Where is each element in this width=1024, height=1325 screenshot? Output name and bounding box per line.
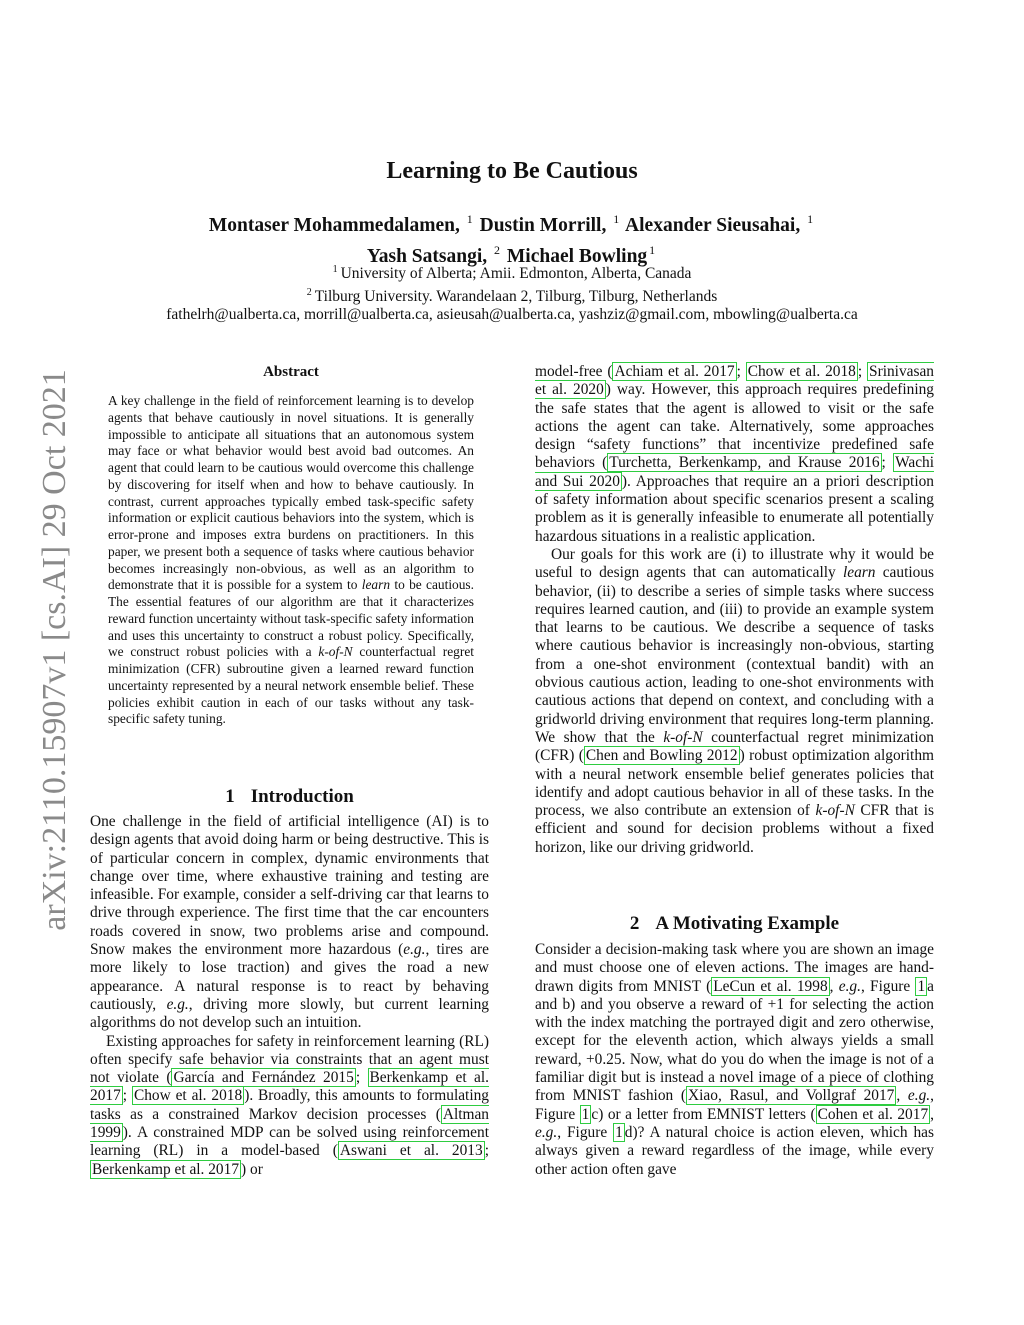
citation-link[interactable]: Chen and Bowling 2012 <box>585 747 738 765</box>
citation-link[interactable]: Cohen et al. 2017 <box>817 1105 929 1123</box>
author: Alexander Sieusahai, <box>625 215 801 236</box>
citation-link[interactable]: Turchetta, Berkenkamp, and Krause 2016 <box>609 454 880 472</box>
paragraph: Our goals for this work are (i) to illustrate why it would be useful to design agents that can automatically learn cautious behavior, (ii) to describe a series of simple tasks where success requires learned caution, and (iii) to provide an example system that learns to be cautious. We describe a sequence of tasks where cautious behavior is increasingly non-obvious, starting from a one-shot environment (contextual bandit) with an obvious cautious action, leading to one-shot environments with cautious actions that depend on context, and concluding with a gridworld driving environment that requires long-term planning. We show that the k-of-N counterfactual regret minimization (CFR) ( Chen and Bowling 2012 ) robust optimization algorithm with a neural network ensemble belief generates policies that identify and adopt cautious behavior in all of these tasks. In the process, we also contribute an extension of k-of-N CFR that is efficient and sound for decision problems without a fixed horizon, like our driving gridworld. <box>535 545 935 856</box>
affiliation-mark: 1 <box>807 212 814 226</box>
section-heading-motivating-example: 2 A Motivating Example <box>629 913 840 934</box>
abstract-text: A key challenge in the field of reinforcement learning is to develop agents that behave cautiously in novel situations. It is generally impossible to anticipate all situations that an autonomous system may face or what behavior would best avoid bad outcomes. An agent that could learn to be cautious would overcome this challenge by discovering for itself when and how to behave cautiously. In contrast, current approaches typically embed task-specific safety information or explicit cautious behaviors into the system, which is error-prone and imposes extra burdens on practitioners. In this paper, we present both a sequence of tasks where cautious behavior becomes increasingly non-obvious, as well as an algorithm to demonstrate that it is possible for a system to learn to be cautious. The essential features of our algorithm are that it characterizes reward function uncertainty without task-specific safety information and uses this uncertainty to construct a robust policy. Specifically, we construct robust policies with a k-of-N counterfactual regret minimization (CFR) subroutine given a learned reward function uncertainty represented by a neural network ensemble belief. These policies exhibit caution in each of our tasks without any task-specific safety tuning. <box>108 393 474 727</box>
author: Michael Bowling <box>506 246 648 267</box>
citation-link[interactable]: Berkenkamp et al. 2017 <box>90 1069 490 1105</box>
figure-link[interactable]: 1 <box>615 1123 623 1141</box>
affiliation-mark: 1 <box>466 212 473 226</box>
abstract-heading: Abstract <box>263 364 319 380</box>
section-heading-introduction: 1 Introduction <box>225 786 354 807</box>
figure-link[interactable]: 1 <box>917 977 926 995</box>
affiliation-tilburg: $^2$ Tilburg University. Warandelaan 2, Tilburg, Tilburg, Netherlands <box>306 286 718 305</box>
paragraph: model-free ( Achiam et al. 2017 ; Chow et al. 2018 ; Srinivasan et al. 2020 ) way. However, this approach requires predefining the safe states that the agent is allowed to visit or the safe actions the agent can take. Alternatively, some approaches design “safety functions” that incentivize predefined safe behaviors ( Turchetta, Berkenkamp, and Krause 2016 ; Wachi and Sui 2020 ). Approaches that require an a priori description of safety information about specific scenarios present a scaling problem as it is generally infeasible to enumerate all potentially hazardous situations in a realistic application. <box>535 363 935 545</box>
citation-link[interactable]: LeCun et al. 1998 <box>713 977 828 995</box>
affiliation-mark: 2 <box>306 286 312 298</box>
paper-title: Learning to Be Cautious <box>386 158 638 184</box>
affiliations <box>0 261 1024 325</box>
citation-link[interactable]: Xiao, Rasul, and Vollgraf 2017 <box>688 1087 895 1105</box>
affiliation-mark: 1 <box>613 212 620 226</box>
paragraph: One challenge in the field of artificial intelligence (AI) is to design agents that avoid doing harm or being destructive. This is of particular concern in complex, dynamic environments that change over time, where exhaustive training and testing are infeasible. For example, consider a self-driving car that learns to drive through experience. The first time that the car encounters roads covered in snow, two problems arise and compound. Snow makes the environment more hazardous (e.g., tires are more likely to lose traction) and gives the road a new appearance. A natural response is to react by behaving cautiously, e.g., driving more slowly, but current learning algorithms do not develop such an intuition. <box>90 813 489 1032</box>
citation-link[interactable]: Chow et al. 2018 <box>133 1087 243 1105</box>
citation-link[interactable]: Chow et al. 2018 <box>747 363 856 380</box>
citation-link[interactable]: Achiam et al. 2017 <box>614 363 735 380</box>
paragraph: Existing approaches for safety in reinforcement learning (RL) often specify safe behavior via constraints that an agent must not violate ( García and Fernández 2015 ; Berkenkamp et al. 2017 ; Chow et al. 2018 ). Broadly, this amounts to formulating tasks as a constrained Markov decision processes ( Altman 1999 ). A constrained MDP can be solved using reinforcement learning (RL) in a model-based ( Aswani et al. 2013 ; Berkenkamp et al. 2017 ) or <box>90 1032 490 1178</box>
motivating-example-body <box>535 941 934 1179</box>
author: Yash Satsangi, <box>366 246 488 267</box>
right-column-body <box>535 363 934 857</box>
affiliation-mark: 1 <box>332 264 338 275</box>
citation-link[interactable]: Srinivasan et al. 2020 <box>535 363 934 399</box>
citation-link[interactable]: García and Fernández 2015 <box>173 1069 354 1087</box>
author-list <box>0 207 1024 269</box>
author: Montaser Mohammedalamen, <box>208 215 460 236</box>
author: Dustin Morrill, <box>479 215 607 236</box>
affiliation-alberta: $^1$ University of Alberta; Amii. Edmonton, Alberta, Canada <box>332 264 692 282</box>
introduction-body <box>90 813 489 1179</box>
figure-link[interactable]: 1 <box>581 1105 590 1123</box>
citation-link[interactable]: Aswani et al. 2013 <box>339 1142 483 1160</box>
affiliation-mark: 1 <box>649 243 656 257</box>
affiliation-mark: 2 <box>494 243 500 257</box>
author-emails: fathelrh@ualberta.ca, morrill@ualberta.ca, asieusah@ualberta.ca, yashziz@gmail.com, mbowling@ualberta.ca <box>166 306 858 323</box>
arxiv-stamp: arXiv:2110.15907v1 [cs.AI] 29 Oct 2021 <box>36 369 73 931</box>
paragraph: Consider a decision-making task where you are shown an image and must choose one of eleven actions. The images are hand-drawn digits from MNIST ( LeCun et al. 1998 , e.g., Figure 1 a and b) and you observe a reward of +1 for selecting the action with the index matching the portrayed digit and zero otherwise, except for the eleventh action, which always yields a small reward, +0.25. Now, what do you do when the image is not of a familiar digit but is instead a novel image of a piece of clothing from MNIST fashion ( Xiao, Rasul, and Vollgraf 2017 , e.g., Figure 1 c) or a letter from EMNIST letters ( Cohen et al. 2017 , e.g., Figure 1 d)? A natural choice is action eleven, which has always given a reward regardless of the image, while every other action often gave <box>535 941 934 1178</box>
citation-link[interactable]: Berkenkamp et al. 2017 <box>92 1160 240 1178</box>
citation-link[interactable]: Altman 1999 <box>90 1105 489 1142</box>
citation-link[interactable]: Wachi and Sui 2020 <box>535 454 935 490</box>
